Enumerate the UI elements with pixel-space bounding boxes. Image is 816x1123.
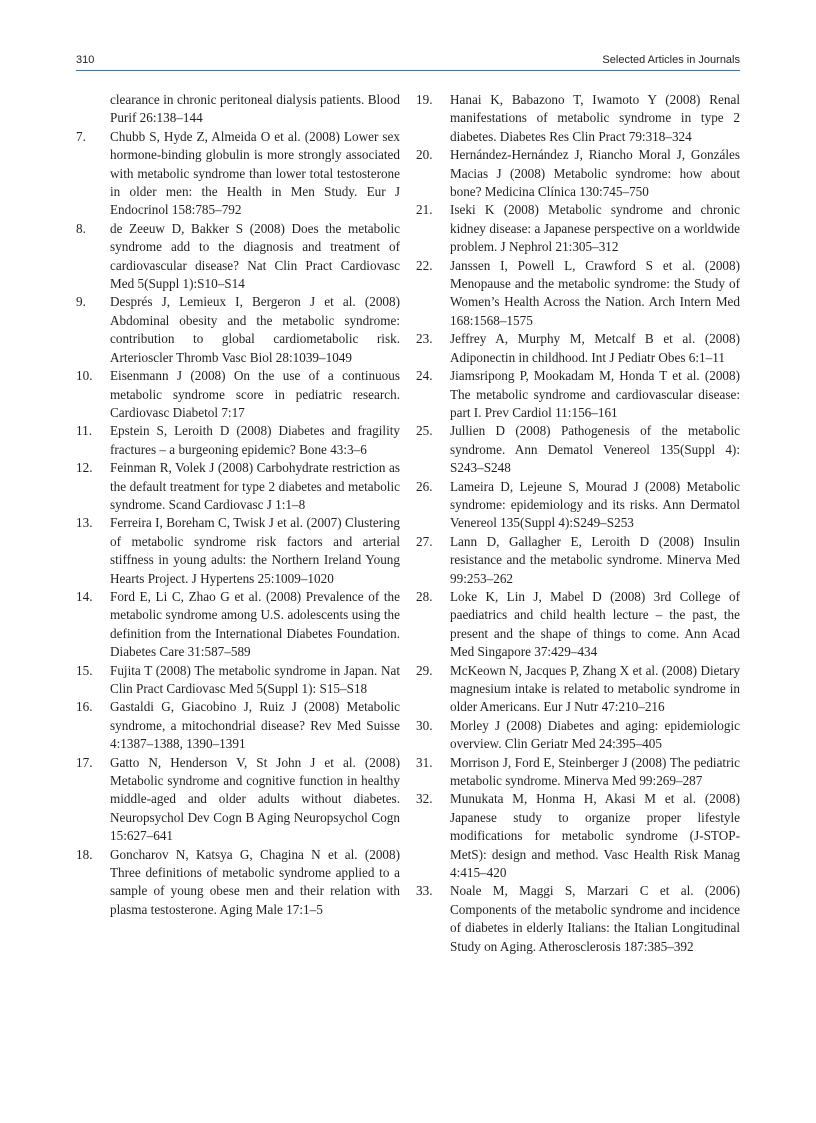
reference-number: 33. xyxy=(416,883,433,899)
running-header xyxy=(76,52,740,70)
reference-number: 7. xyxy=(76,128,86,144)
reference-text: Chubb S, Hyde Z, Almeida O et al. (2008) Lower sex hormone-binding globulin is more strongly associated with metabolic syndrome than lower total testosterone in older men: the Health in Men Study. Eur J Endocrinol 158:785–792 xyxy=(110,128,400,218)
reference-entry xyxy=(76,422,400,459)
reference-entry xyxy=(76,459,400,514)
reference-number: 24. xyxy=(416,368,433,384)
reference-text: Jeffrey A, Murphy M, Metcalf B et al. (2008) Adiponectin in childhood. Int J Pediatr Obes 6:1–11 xyxy=(450,331,740,365)
reference-number: 25. xyxy=(416,423,433,439)
reference-list-right-column xyxy=(416,91,740,956)
reference-text: McKeown N, Jacques P, Zhang X et al. (2008) Dietary magnesium intake is related to metabolic syndrome in older Americans. Eur J Nutr 47:210–216 xyxy=(450,662,740,715)
reference-number: 29. xyxy=(416,662,433,678)
reference-text: Després J, Lemieux I, Bergeron J et al. (2008) Abdominal obesity and the metabolic syndrome: contribution to global cardiometabolic risk. Arterioscler Thromb Vasc Biol 28:1039–1049 xyxy=(110,294,400,365)
reference-number: 27. xyxy=(416,533,433,549)
reference-text: Ferreira I, Boreham C, Twisk J et al. (2007) Clustering of metabolic syndrome risk factors and arterial stiffness in young adults: the Northern Ireland Young Hearts Project. J Hypertens 25:1009–1020 xyxy=(110,515,400,586)
reference-number: 10. xyxy=(76,368,93,384)
reference-text: Munukata M, Honma H, Akasi M et al. (2008) Japanese study to organize proper lifestyle modifications for metabolic syndrome (J-STOP-MetS): design and method. Vasc Health Risk Manag 4:415–420 xyxy=(450,791,740,881)
reference-entry xyxy=(76,754,400,846)
reference-number: 26. xyxy=(416,478,433,494)
reference-entry xyxy=(76,220,400,294)
reference-entry xyxy=(416,330,740,367)
reference-text: Janssen I, Powell L, Crawford S et al. (2008) Menopause and the metabolic syndrome: the Study of Women’s Health Across the Nation. Arch Intern Med 168:1568–1575 xyxy=(450,257,740,328)
running-title: Selected Articles in Journals xyxy=(602,54,740,66)
reference-text: Jullien D (2008) Pathogenesis of the metabolic syndrome. Ann Dematol Venereol 135(Suppl 4): S243–S248 xyxy=(450,423,740,476)
reference-text: Feinman R, Volek J (2008) Carbohydrate restriction as the default treatment for type 2 diabetes and metabolic syndrome. Scand Cardiovasc J 1:1–8 xyxy=(110,460,400,512)
reference-number: 18. xyxy=(76,846,93,862)
reference-entry xyxy=(416,790,740,882)
reference-number: 17. xyxy=(76,754,93,770)
reference-number: 12. xyxy=(76,460,93,476)
reference-text: Noale M, Maggi S, Marzari C et al. (2006) Components of the metabolic syndrome and incidence of diabetes in elderly Italians: the Italian Longitudinal Study on Aging. Atherosclerosis 187:385–392 xyxy=(450,883,740,954)
reference-entry xyxy=(416,533,740,588)
reference-text: Ford E, Li C, Zhao G et al. (2008) Prevalence of the metabolic syndrome among U.S. adolescents using the definition from the International Diabetes Foundation. Diabetes Care 31:587–589 xyxy=(110,588,400,660)
reference-text: Loke K, Lin J, Mabel D (2008) 3rd College of paediatrics and child health lecture – the past, the present and the shape of things to come. Ann Acad Med Singapore 37:429–434 xyxy=(450,588,740,660)
reference-entry xyxy=(416,422,740,477)
reference-entry xyxy=(76,698,400,753)
reference-entry xyxy=(76,128,400,220)
reference-text: Gastaldi G, Giacobino J, Ruiz J (2008) Metabolic syndrome, a mitochondrial disease? Rev Med Suisse 4:1387–1388, 1390–1391 xyxy=(110,699,400,752)
reference-number: 21. xyxy=(416,202,433,218)
reference-entry xyxy=(416,257,740,331)
reference-list-left-column xyxy=(76,91,400,919)
reference-text: Fujita T (2008) The metabolic syndrome in Japan. Nat Clin Pract Cardiovasc Med 5(Suppl 1): S15–S18 xyxy=(110,662,400,696)
reference-entry xyxy=(416,588,740,662)
page-number: 310 xyxy=(76,54,95,66)
reference-text: Goncharov N, Katsya G, Chagina N et al. (2008) Three definitions of metabolic syndrome applied to a sample of young obese men and their relation with plasma testosterone. Aging Male 17:1–5 xyxy=(110,846,400,917)
reference-entry xyxy=(416,882,740,956)
reference-entry xyxy=(416,91,740,146)
reference-text: de Zeeuw D, Bakker S (2008) Does the metabolic syndrome add to the diagnosis and treatment of cardiovascular disease? Nat Clin Pract Cardiovasc Med 5(Suppl 1):S10–S14 xyxy=(110,220,400,292)
header-rule xyxy=(76,70,740,71)
reference-text: Epstein S, Leroith D (2008) Diabetes and fragility fractures – a burgeoning epidemic? Bone 43:3–6 xyxy=(110,423,400,457)
reference-number: 9. xyxy=(76,294,86,310)
reference-number: 23. xyxy=(416,331,433,347)
reference-text: Eisenmann J (2008) On the use of a continuous metabolic syndrome score in pediatric research. Cardiovasc Diabetol 7:17 xyxy=(110,368,400,420)
reference-entry xyxy=(76,293,400,367)
reference-entry xyxy=(76,846,400,920)
reference-number: 32. xyxy=(416,791,433,807)
reference-text: Morley J (2008) Diabetes and aging: epidemiologic overview. Clin Geriatr Med 24:395–405 xyxy=(450,717,740,752)
reference-number: 8. xyxy=(76,220,86,236)
reference-text: Hanai K, Babazono T, Iwamoto Y (2008) Renal manifestations of metabolic syndrome in type 2 diabetes. Diabetes Res Clin Pract 79:318–324 xyxy=(450,92,740,144)
reference-entry xyxy=(416,201,740,256)
reference-entry xyxy=(76,91,400,128)
reference-text: clearance in chronic peritoneal dialysis patients. Blood Purif 26:138–144 xyxy=(110,92,400,126)
reference-number: 19. xyxy=(416,92,433,107)
reference-text: Iseki K (2008) Metabolic syndrome and chronic kidney disease: a Japanese perspective on a worldwide problem. J Nephrol 21:305–312 xyxy=(450,202,740,255)
reference-text: Gatto N, Henderson V, St John J et al. (2008) Metabolic syndrome and cognitive function in healthy middle-aged and older adults without diabetes. Neuropsychol Dev Cogn B Aging Neuropsychol Cogn 15:627–641 xyxy=(110,754,400,844)
reference-text: Lameira D, Lejeune S, Mourad J (2008) Metabolic syndrome: epidemiology and its risks. Ann Dermatol Venereol 135(Suppl 4):S249–S253 xyxy=(450,478,740,531)
reference-entry xyxy=(76,662,400,699)
reference-entry xyxy=(416,754,740,791)
reference-entry xyxy=(76,367,400,422)
reference-number: 11. xyxy=(76,423,92,439)
reference-number: 16. xyxy=(76,699,93,715)
reference-text: Hernández-Hernández J, Riancho Moral J, Gonzáles Macias J (2008) Metabolic syndrome: how about bone? Medicina Clínica 130:745–750 xyxy=(450,147,740,200)
reference-number: 28. xyxy=(416,588,433,604)
reference-text: Lann D, Gallagher E, Leroith D (2008) Insulin resistance and the metabolic syndrome. Minerva Med 99:253–262 xyxy=(450,533,740,586)
reference-entry xyxy=(76,588,400,662)
reference-number: 13. xyxy=(76,515,93,531)
reference-entry xyxy=(416,717,740,754)
reference-number: 22. xyxy=(416,257,433,273)
reference-entry xyxy=(416,478,740,533)
reference-number: 31. xyxy=(416,754,433,770)
reference-entry xyxy=(76,514,400,588)
reference-text: Morrison J, Ford E, Steinberger J (2008) The pediatric metabolic syndrome. Minerva Med 99:269–287 xyxy=(450,754,740,789)
reference-number: 30. xyxy=(416,717,433,733)
reference-number: 15. xyxy=(76,662,93,678)
reference-number: 20. xyxy=(416,147,433,163)
reference-entry xyxy=(416,367,740,422)
reference-text: Jiamsripong P, Mookadam M, Honda T et al. (2008) The metabolic syndrome and cardiovascular disease: part I. Prev Cardiol 11:156–161 xyxy=(450,368,740,420)
reference-entry xyxy=(416,146,740,201)
reference-entry xyxy=(416,662,740,717)
reference-number: 14. xyxy=(76,588,93,604)
